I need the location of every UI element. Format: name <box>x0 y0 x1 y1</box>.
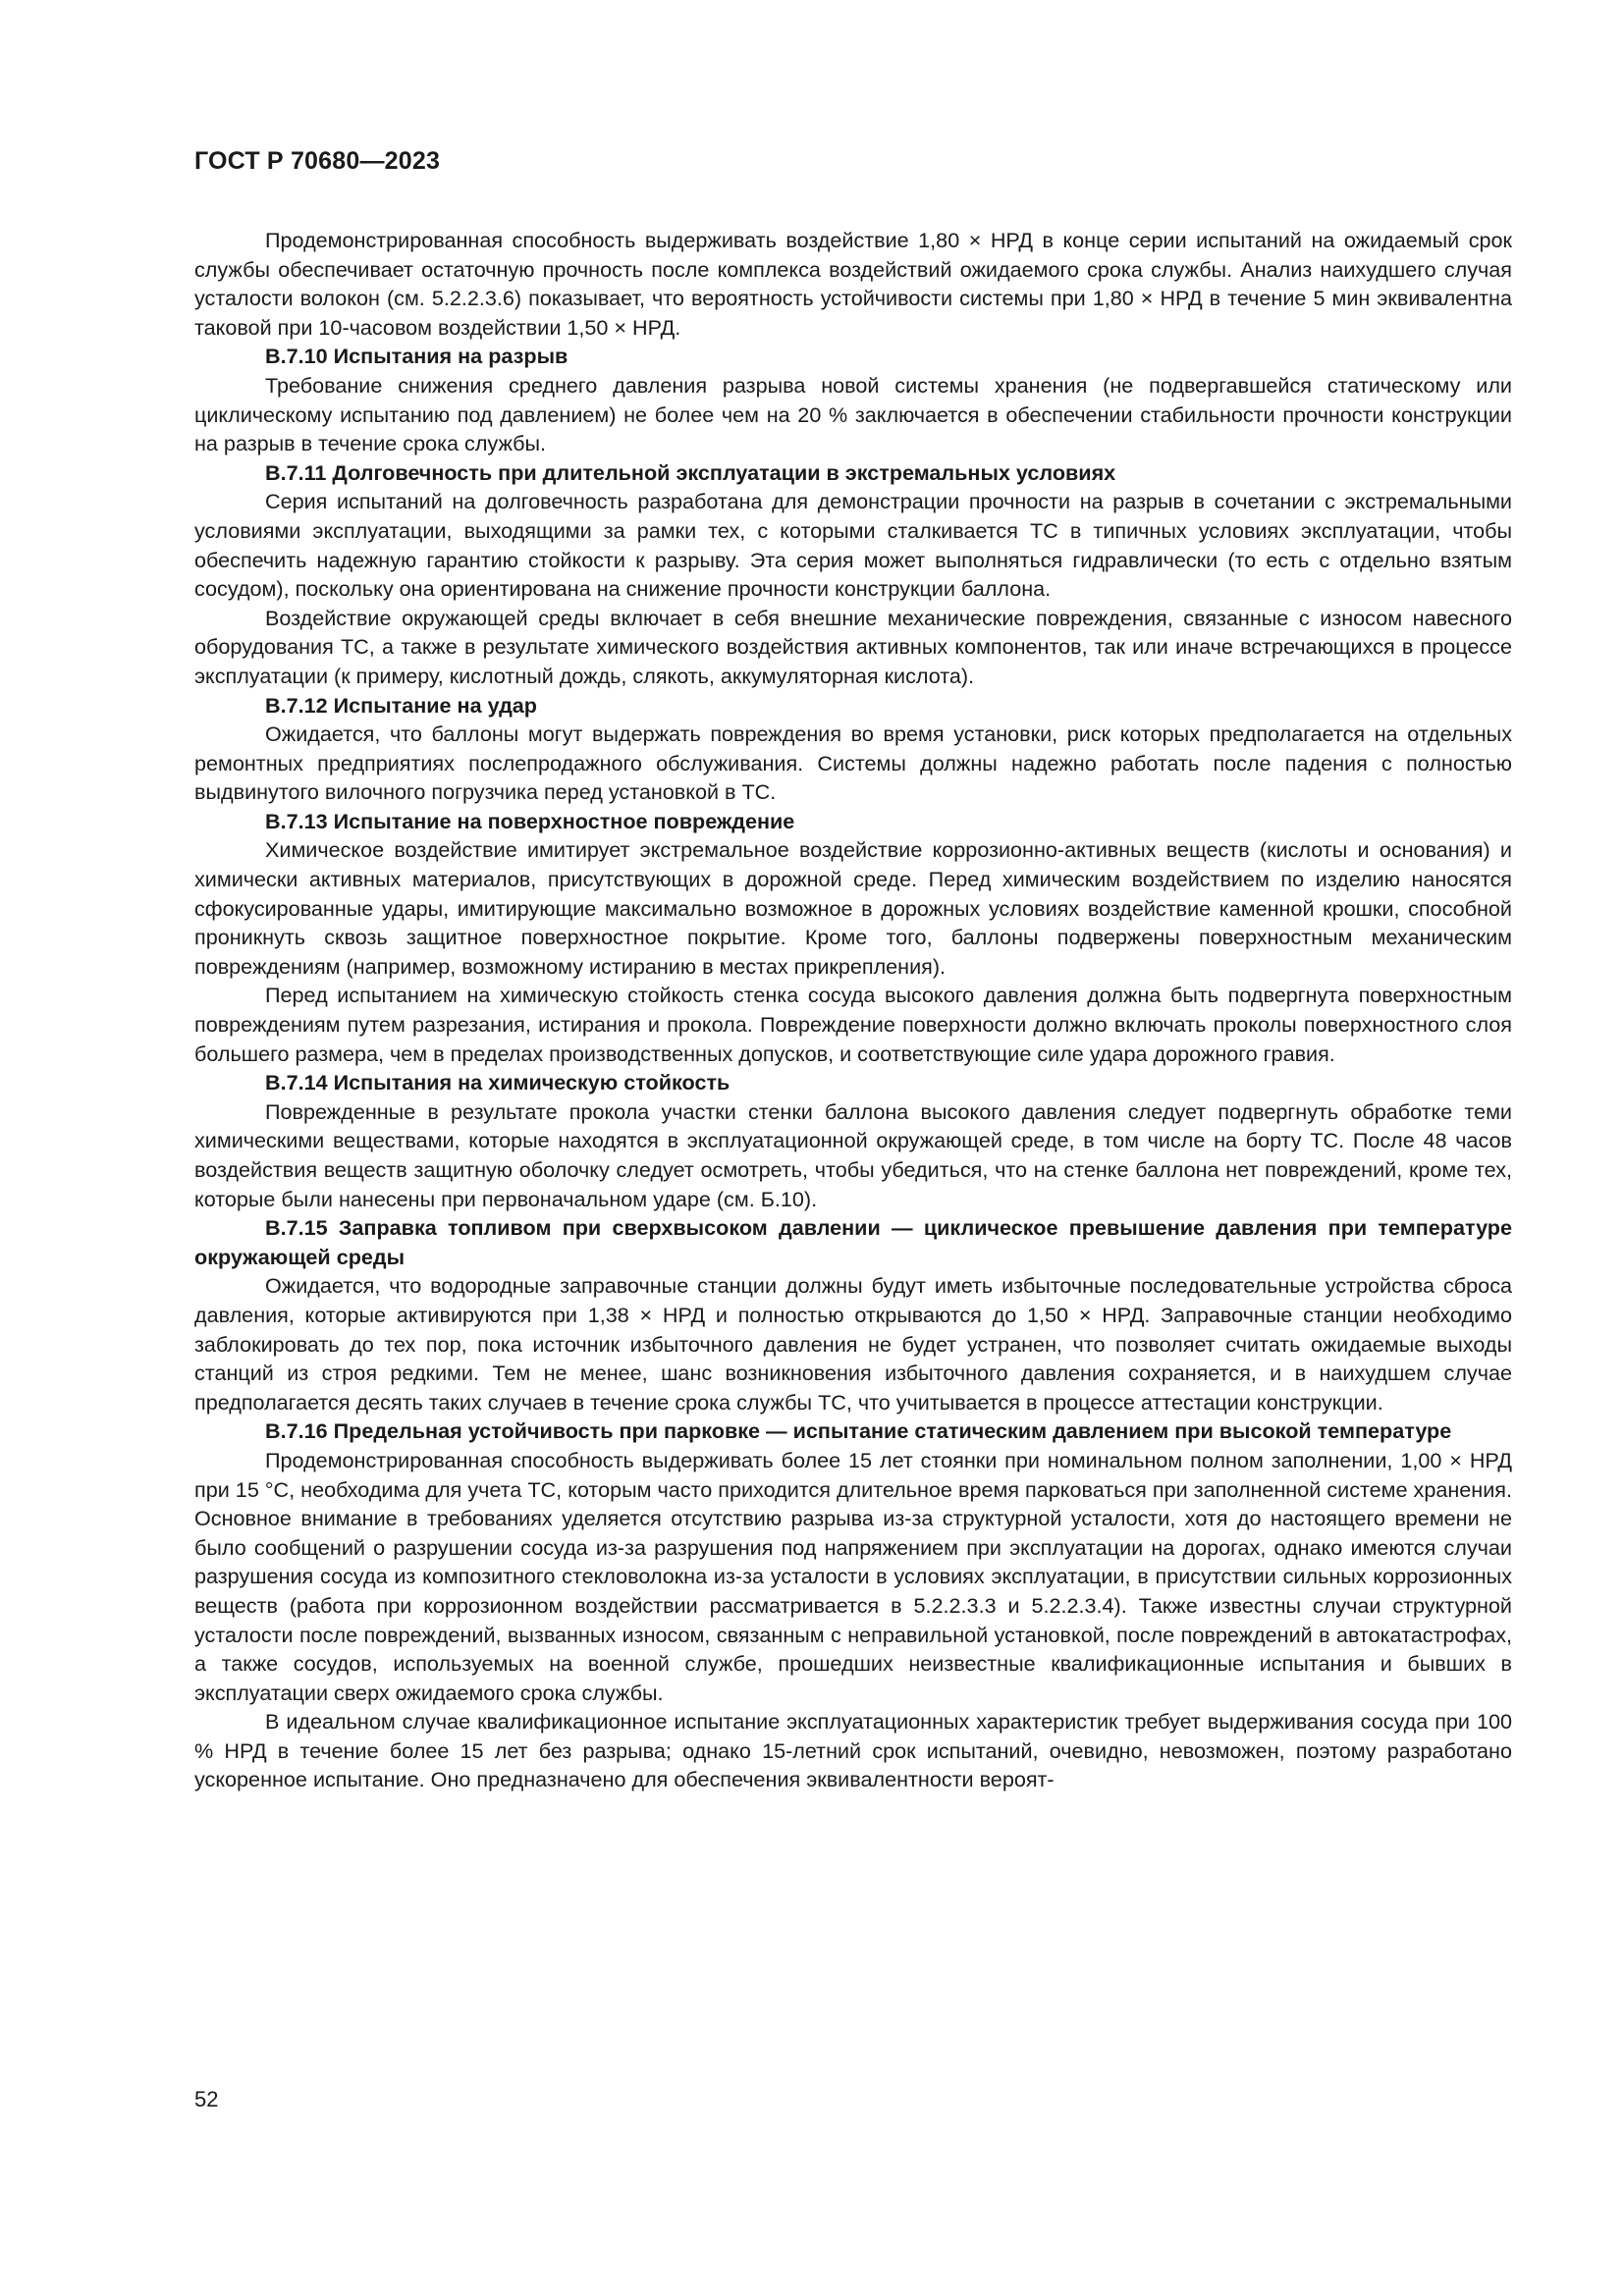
paragraph: Требование снижения среднего давления разрыва новой системы хранения (не подвергавшейся статическому или циклическому испытанию под давлением) не более чем на 20 % заключается в обеспечении стабильности прочности конструкции на разрыв в течение срока службы. <box>194 372 1512 456</box>
section-heading: В.7.12 Испытание на удар <box>265 692 537 718</box>
paragraph: Продемонстрированная способность выдерживать более 15 лет стоянки при номинальном полном заполнении, 1,00 × НРД при 15 °С, необходима для учета ТС, которым часто приходится длительное время парковаться при заполненной системе хранения. Основное внимание в требованиях уделяется отсутствию разрыва из-за структурной усталости, хотя до настоящего времени не было сообщений о разрушении сосуда из-за разрушения под напряжением при эксплуатации на дорогах, однако имеются случаи разрушения сосуда из композитного стекловолокна из-за усталости в условиях эксплуатации, в присутствии сильных коррозионных веществ (работа при коррозионном воздействии рассматривается в 5.2.2.3.3 и 5.2.2.3.4). Также известны случаи структурной усталости после повреждений, вызванных износом, связанным с неправильной установкой, после повреждений в автокатастрофах, а также сосудов, используемых на военной службе, прошедших неизвестные квалификационные испытания и бывших в эксплуатации сверх ожидаемого срока службы. <box>194 1447 1512 1705</box>
paragraph: Серия испытаний на долговечность разработана для демонстрации прочности на разрыв в сочетании с экстремальными условиями эксплуатации, выходящими за рамки тех, с которыми сталкивается ТС в типичных условиях эксплуатации, чтобы обеспечить надежную гарантию стойкости к разрыву. Эта серия может выполняться гидравлически (то есть с отдельно взятым сосудом), поскольку она ориентирована на снижение прочности конструкции баллона. <box>194 489 1512 602</box>
document-body <box>194 226 1512 1794</box>
paragraph: Перед испытанием на химическую стойкость стенка сосуда высокого давления должна быть подвергнута поверхностным повреждениям путем разрезания, истирания и прокола. Повреждение поверхности должно включать проколы поверхностного слоя большего размера, чем в пределах производственных допусков, и соответствующие силе удара дорожного гравия. <box>194 983 1512 1066</box>
paragraph: Продемонстрированная способность выдерживать воздействие 1,80 × НРД в конце серии испытаний на ожидаемый срок службы обеспечивает остаточную прочность после комплекса воздействий ожидаемого срока службы. Анализ наихудшего случая усталости волокон (см. 5.2.2.3.6) показывает, что вероятность устойчивости системы при 1,80 × НРД в течение 5 мин эквивалентна таковой при 10-часовом воздействии 1,50 × НРД. <box>194 228 1512 340</box>
section-heading: В.7.13 Испытание на поверхностное повреждение <box>265 808 795 833</box>
paragraph: Ожидается, что баллоны могут выдержать повреждения во время установки, риск которых предполагается на отдельных ремонтных предприятиях послепродажного обслуживания. Системы должны надежно работать после падения с полностью выдвинутого вилочного погрузчика перед установкой в ТС. <box>194 721 1512 805</box>
paragraph: В идеальном случае квалификационное испытание эксплуатационных характеристик требует выдерживания сосуда при 100 % НРД в течение более 15 лет без разрыва; однако 15-летний срок испытаний, очевидно, невозможен, поэтому разработано ускоренное испытание. Оно предназначено для обеспечения эквивалентности вероят- <box>194 1709 1512 1792</box>
paragraph: Ожидается, что водородные заправочные станции должны будут иметь избыточные последовательные устройства сброса давления, которые активируются при 1,38 × НРД и полностью открываются до 1,50 × НРД. Заправочные станции необходимо заблокировать до тех пор, пока источник избыточного давления не будет устранен, что позволяет считать ожидаемые выходы станций из строя редкими. Тем не менее, шанс возникновения избыточного давления сохраняется, и в наихудшем случае предполагается десять таких случаев в течение срока службы ТС, что учитывается в процессе аттестации конструкции. <box>194 1273 1512 1415</box>
document-header: ГОСТ Р 70680—2023 <box>194 147 441 175</box>
section-heading: В.7.14 Испытания на химическую стойкость <box>265 1070 731 1095</box>
page-number: 52 <box>194 2087 219 2111</box>
section-heading: В.7.10 Испытания на разрыв <box>265 344 568 369</box>
paragraph: Воздействие окружающей среды включает в себя внешние механические повреждения, связанные с износом навесного оборудования ТС, а также в результате химического воздействия активных компонентов, так или иначе встречающихся в процессе эксплуатации (к примеру, кислотный дождь, слякоть, аккумуляторная кислота). <box>194 605 1512 688</box>
section-heading: В.7.11 Долговечность при длительной эксплуатации в экстремальных условиях <box>265 459 1116 485</box>
section-heading: В.7.16 Предельная устойчивость при парковке — испытание статическим давлением при высокой температуре <box>265 1418 1452 1444</box>
section-heading: В.7.15 Заправка топливом при сверхвысоком давлении — циклическое превышение давления при температуре окружающей среды <box>194 1215 1512 1269</box>
paragraph: Химическое воздействие имитирует экстремальное воздействие коррозионно-активных веществ (кислоты и основания) и химически активных материалов, присутствующих в дорожной среде. Перед химическим воздействием по изделию наносятся сфокусированные удары, имитирующие максимально возможное в дорожных условиях воздействие каменной крошки, способной проникнуть сквозь защитное поверхностное покрытие. Кроме того, баллоны подвержены поверхностным механическим повреждениям (например, возможному истиранию в местах прикрепления). <box>194 837 1512 979</box>
paragraph: Поврежденные в результате прокола участки стенки баллона высокого давления следует подвергнуть обработке теми химическими веществами, которые находятся в эксплуатационной окружающей среде, в том числе на борту ТС. После 48 часов воздействия веществ защитную оболочку следует осмотреть, чтобы убедиться, что на стенке баллона нет повреждений, кроме тех, которые были нанесены при первоначальном ударе (см. Б.10). <box>194 1098 1512 1211</box>
